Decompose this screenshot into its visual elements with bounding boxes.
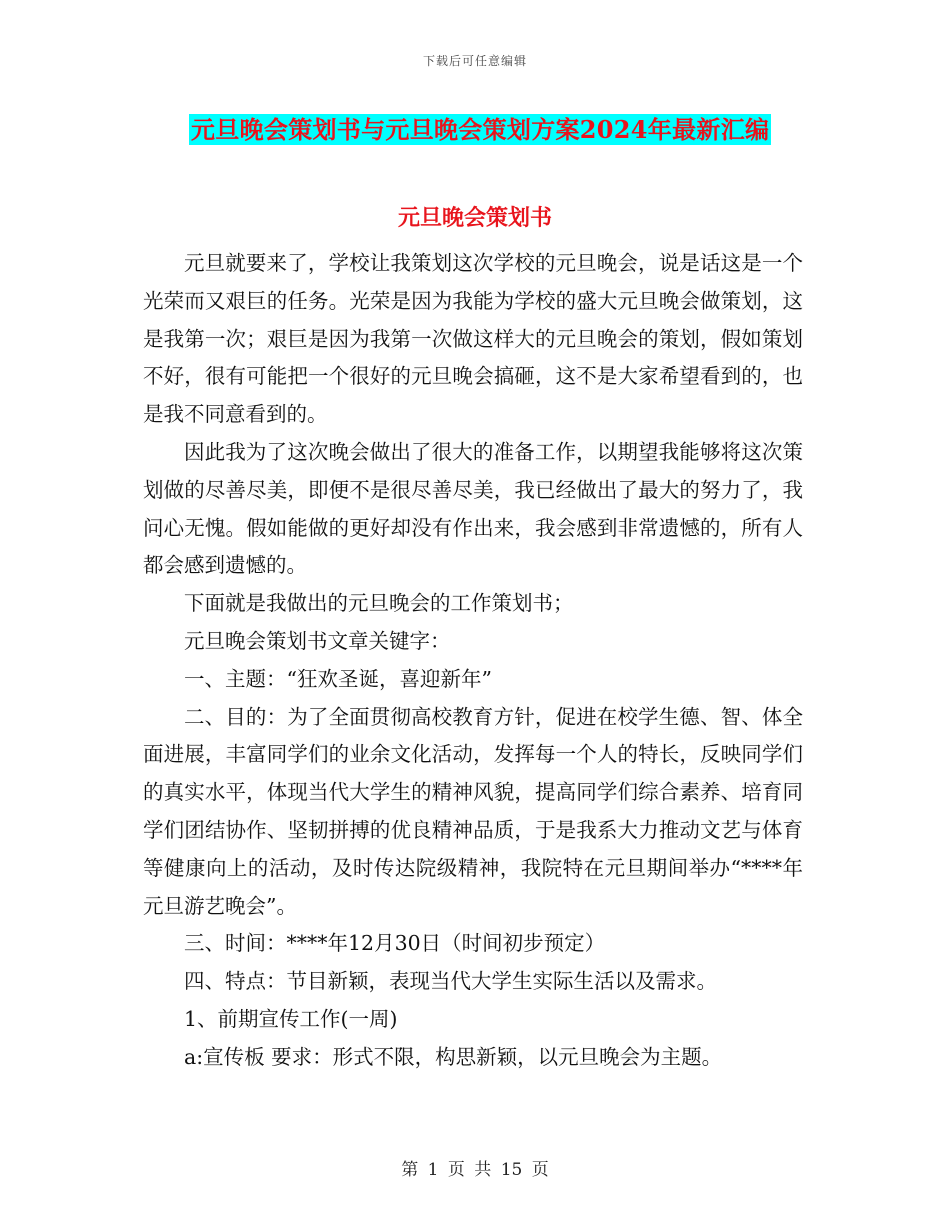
paragraph-publicity: 1、前期宣传工作(一周): [184, 1006, 398, 1031]
paragraph-preparation: 因此我为了这次晚会做出了很大的准备工作，以期望我能够将这次策划做的尽善尽美，即便不是很尽善尽美，我已经做出了最大的努力了，我问心无愧。假如能做的更好却没有作出来，我会感到非常遗憾的，所有人都会感到遗憾的。: [143, 439, 803, 578]
document-body: [143, 245, 803, 1077]
paragraph-features: 四、特点：节目新颖，表现当代大学生实际生活以及需求。: [184, 969, 717, 994]
paragraph-keywords: 元旦晚会策划书文章关键字：: [184, 628, 451, 653]
page-number: 第 1 页 共 15 页: [401, 1160, 549, 1180]
paragraph-theme: 一、主题：“狂欢圣诞，喜迎新年”: [184, 666, 492, 691]
paragraph-time: 三、时间：****年12月30日（时间初步预定）: [184, 931, 606, 956]
page-header: 下载后可任意编辑: [422, 54, 527, 68]
document-title: 元旦晚会策划书与元旦晚会策划方案2024年最新汇编: [191, 115, 770, 144]
section-title: 元旦晚会策划书: [397, 205, 552, 231]
paragraph-board: a:宣传板 要求：形式不限，构思新颖，以元旦晚会为主题。: [184, 1044, 723, 1069]
paragraph-lead-in: 下面就是我做出的元旦晚会的工作策划书；: [184, 591, 574, 616]
paragraph-purpose: 二、目的：为了全面贯彻高校教育方针，促进在校学生德、智、体全面进展，丰富同学们的业余文化活动，发挥每一个人的特长，反映同学们的真实水平，体现当代大学生的精神风貌，提高同学们综合素养、培育同学们团结协作、坚韧拼搏的优良精神品质，于是我系大力推动文艺与体育等健康向上的活动，及时传达院级精神，我院特在元旦期间举办“****年元旦游艺晚会”。: [143, 704, 803, 918]
paragraph-intro: 元旦就要来了，学校让我策划这次学校的元旦晚会，说是话这是一个光荣而又艰巨的任务。光荣是因为我能为学校的盛大元旦晚会做策划，这是我第一次；艰巨是因为我第一次做这样大的元旦晚会的策划，假如策划不好，很有可能把一个很好的元旦晚会搞砸，这不是大家希望看到的，也是我不同意看到的。: [143, 251, 803, 427]
